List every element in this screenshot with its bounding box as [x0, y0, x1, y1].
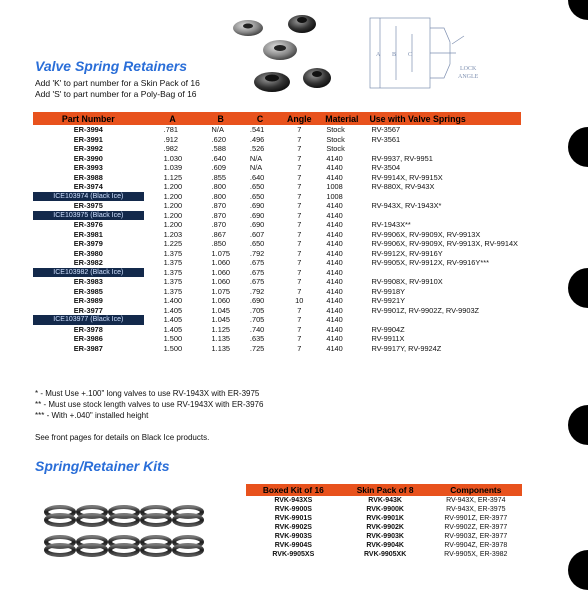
a-cell: 1.375	[163, 286, 183, 296]
part-number-cell: ER-3991	[73, 134, 103, 144]
part-number-cell: ER-3989	[73, 296, 103, 305]
angle-cell: 7	[297, 220, 302, 229]
binder-hole	[568, 0, 588, 20]
use-cell	[365, 144, 521, 154]
part-number-cell: ER-3974	[73, 182, 103, 191]
components-cell: RV-9904Z, ER-3978	[444, 542, 508, 549]
b-cell: .620	[211, 134, 226, 144]
a-cell: 1.375	[163, 267, 183, 277]
table-row	[33, 173, 521, 183]
use-cell: RV-9917Y, RV-9924Z	[371, 343, 442, 353]
table-row	[33, 220, 521, 230]
col-skin-pack: Skin Pack of 8	[341, 484, 430, 496]
b-cell: .850	[211, 239, 226, 248]
col-components: Components	[430, 484, 522, 496]
use-cell: RV-943X, RV-1943X*	[371, 201, 442, 210]
a-cell: 1.030	[163, 153, 183, 163]
use-cell: RV-9914X, RV-9915X	[371, 172, 443, 182]
b-cell: 1.060	[211, 267, 231, 277]
a-cell: 1.125	[163, 172, 183, 182]
table-row	[33, 334, 521, 344]
footnote-1: * - Must Use +.100" long valves to use RV-1943X with ER-3975	[35, 389, 260, 398]
drawing-label-c: C	[408, 52, 413, 58]
angle-cell: 10	[295, 296, 304, 305]
b-cell: 1.060	[211, 277, 231, 286]
binder-hole	[568, 127, 588, 167]
material-cell: 4140	[326, 277, 343, 286]
table-row	[33, 182, 521, 192]
a-cell: 1.500	[163, 343, 183, 353]
drawing-label-a: A	[376, 52, 381, 58]
boxed-kit-cell: RVK-9903S	[274, 533, 312, 540]
col-boxed-kit: Boxed Kit of 16	[246, 484, 341, 496]
boxed-kit-cell: RVK-9904S	[274, 542, 312, 549]
table-row	[33, 125, 521, 135]
c-cell: .705	[249, 305, 265, 315]
use-cell: RV-9937, RV-9951	[371, 153, 433, 163]
c-cell: .792	[249, 286, 265, 296]
table-row	[246, 514, 522, 523]
material-cell: 4140	[326, 201, 343, 210]
table-row	[33, 192, 521, 202]
part-number-cell: ICE103975 (Black Ice)	[33, 211, 144, 221]
use-cell: RV-9908X, RV-9910X	[371, 277, 443, 286]
skin-pack-cell: RVK-943K	[368, 497, 402, 504]
b-cell: 1.125	[211, 324, 231, 334]
a-cell: 1.200	[163, 210, 183, 220]
skin-pack-cell: RVK-9904K	[366, 542, 404, 549]
skin-pack-cell: RVK-9900K	[366, 506, 404, 513]
part-number-cell: ER-3986	[73, 334, 103, 343]
kits-table-body	[246, 496, 522, 559]
b-cell: 1.045	[211, 315, 231, 324]
part-number-cell: ICE103974 (Black Ice)	[33, 192, 144, 202]
table-row	[33, 315, 521, 325]
kits-table-header	[246, 484, 522, 496]
c-cell: .705	[249, 315, 265, 324]
part-number-cell: ICE103977 (Black Ice)	[33, 315, 144, 325]
c-cell: .675	[249, 258, 265, 267]
material-cell: 4140	[326, 334, 343, 343]
table-row	[33, 163, 521, 173]
use-cell	[365, 211, 521, 221]
b-cell: 1.060	[211, 258, 231, 267]
b-cell: 1.060	[211, 296, 231, 305]
a-cell: .912	[163, 134, 179, 144]
a-cell: 1.405	[163, 324, 183, 334]
use-cell: RV-3561	[371, 134, 401, 144]
angle-cell: 7	[297, 172, 302, 182]
use-cell: RV-9912X, RV-9916Y	[371, 248, 443, 258]
boxed-kit-cell: RVK-9900S	[274, 506, 312, 513]
table-row	[246, 523, 522, 532]
binder-hole	[568, 268, 588, 308]
springs-photo	[42, 500, 212, 570]
b-cell: .867	[211, 229, 226, 239]
footnotes	[35, 388, 263, 421]
b-cell: .609	[211, 163, 226, 172]
part-number-cell: ER-3975	[73, 201, 103, 210]
kits-title: Spring/Retainer Kits	[35, 458, 170, 474]
material-cell: 4140	[326, 343, 343, 353]
b-cell: .800	[211, 182, 226, 191]
table-row	[33, 154, 521, 164]
c-cell: .725	[249, 343, 265, 353]
material-cell: 4140	[326, 267, 343, 277]
angle-cell: 7	[297, 125, 302, 134]
a-cell: 1.375	[163, 248, 183, 258]
a-cell: 1.405	[163, 305, 183, 315]
material-cell: 4140	[326, 210, 343, 220]
part-number-cell: ER-3988	[73, 172, 103, 182]
angle-cell: 7	[297, 286, 302, 296]
skin-pack-cell: RVK-9903K	[366, 533, 404, 540]
retainer-dimension-drawing	[360, 12, 510, 94]
c-cell: .640	[249, 172, 265, 182]
use-cell	[365, 192, 521, 202]
retainers-table-body	[33, 125, 521, 353]
table-row	[246, 541, 522, 550]
use-cell	[365, 315, 521, 325]
use-cell	[365, 268, 521, 278]
b-cell: 1.135	[211, 343, 231, 353]
angle-cell: 7	[297, 277, 302, 286]
use-cell: RV-9918Y	[371, 286, 405, 296]
angle-cell: 7	[297, 210, 302, 220]
table-row	[33, 135, 521, 145]
c-cell: .541	[249, 125, 265, 134]
material-cell: 4140	[326, 305, 343, 315]
part-number-cell: ER-3994	[73, 125, 103, 134]
b-cell: .640	[211, 153, 226, 163]
part-number-cell: ER-3993	[73, 163, 103, 172]
table-row	[33, 287, 521, 297]
a-cell: 1.225	[163, 239, 183, 248]
components-cell: RV-9905X, ER-3982	[444, 551, 508, 558]
retainers-note	[35, 78, 200, 100]
boxed-kit-cell: RVK-9902S	[274, 524, 312, 531]
part-number-cell: ER-3980	[73, 248, 103, 258]
c-cell: .675	[249, 277, 265, 286]
part-number-cell: ER-3978	[73, 324, 103, 334]
c-cell: N/A	[249, 163, 263, 172]
col-b: B	[202, 112, 240, 125]
c-cell: .607	[249, 229, 265, 239]
use-cell: RV-9911X	[371, 334, 405, 343]
table-row	[33, 268, 521, 278]
table-row	[33, 201, 521, 211]
b-cell: 1.075	[211, 248, 231, 258]
material-cell: 1008	[326, 182, 343, 191]
material-cell: 4140	[326, 220, 343, 229]
retainers-title: Valve Spring Retainers	[35, 58, 187, 74]
c-cell: .496	[249, 134, 265, 144]
material-cell: Stock	[326, 144, 345, 153]
a-cell: 1.200	[163, 191, 183, 201]
b-cell: .855	[211, 172, 226, 182]
c-cell: .675	[249, 267, 265, 277]
footnote-2: ** - Must use stock length valves to use RV-1943X with ER-3976	[35, 400, 264, 409]
material-cell: 4140	[326, 296, 343, 305]
note-skin-pack: Add 'K' to part number for a Skin Pack of 16	[35, 78, 200, 88]
angle-cell: 7	[297, 334, 302, 343]
angle-cell: 7	[297, 267, 302, 277]
c-cell: .635	[249, 334, 265, 343]
a-cell: .781	[163, 125, 179, 134]
skin-pack-cell: RVK-9905XK	[363, 551, 407, 558]
angle-cell: 7	[297, 163, 302, 172]
table-row	[33, 258, 521, 268]
use-cell: RV-3504	[371, 163, 401, 172]
a-cell: 1.400	[163, 296, 183, 305]
drawing-label-angle: ANGLE	[458, 74, 479, 80]
b-cell: 1.045	[211, 305, 231, 315]
use-cell: RV-9901Z, RV-9902Z, RV-9903Z	[371, 305, 480, 315]
c-cell: .690	[249, 296, 265, 305]
use-cell: RV-880X, RV-943X	[371, 182, 435, 191]
table-row	[33, 344, 521, 354]
table-row	[33, 296, 521, 306]
part-number-cell: ER-3981	[73, 229, 103, 239]
note-poly-bag: Add 'S' to part number for a Poly-Bag of 16	[35, 89, 197, 99]
table-row	[246, 550, 522, 559]
b-cell: .800	[211, 191, 226, 201]
part-number-cell: ER-3983	[73, 277, 103, 286]
angle-cell: 7	[297, 343, 302, 353]
a-cell: 1.200	[163, 220, 183, 229]
table-row	[246, 505, 522, 514]
b-cell: .870	[211, 201, 226, 210]
part-number-cell: ER-3985	[73, 286, 103, 296]
table-row	[33, 277, 521, 287]
angle-cell: 7	[297, 201, 302, 210]
b-cell: .870	[211, 220, 226, 229]
part-number-cell: ER-3977	[73, 305, 103, 315]
use-cell: RV-3567	[371, 125, 401, 134]
col-part-number: Part Number	[33, 112, 144, 125]
boxed-kit-cell: RVK-9901S	[274, 515, 312, 522]
retainers-table-header	[33, 112, 521, 125]
black-ice-note: See front pages for details on Black Ice products.	[35, 433, 210, 442]
c-cell: .690	[249, 201, 265, 210]
retainers-table	[33, 112, 521, 353]
material-cell: Stock	[326, 125, 345, 134]
components-cell: RV-943X, ER-3975	[446, 506, 506, 513]
use-cell: RV-1943X**	[371, 220, 411, 229]
col-material: Material	[318, 112, 365, 125]
table-row	[33, 144, 521, 154]
col-angle: Angle	[280, 112, 318, 125]
drawing-label-lock: LOCK	[460, 66, 477, 72]
c-cell: .650	[249, 239, 265, 248]
col-c: C	[240, 112, 280, 125]
table-row	[246, 532, 522, 541]
c-cell: .650	[249, 182, 265, 191]
c-cell: .690	[249, 220, 265, 229]
retainers-photo	[222, 6, 342, 106]
c-cell: .650	[249, 191, 265, 201]
c-cell: .792	[249, 248, 265, 258]
part-number-cell: ER-3976	[73, 220, 103, 229]
use-cell: RV-9904Z	[371, 324, 405, 334]
angle-cell: 7	[297, 239, 302, 248]
table-row	[33, 230, 521, 240]
col-a: A	[144, 112, 202, 125]
c-cell: N/A	[249, 153, 263, 163]
part-number-cell: ER-3987	[73, 343, 103, 353]
skin-pack-cell: RVK-9901K	[366, 515, 404, 522]
part-number-cell: ER-3979	[73, 239, 103, 248]
c-cell: .526	[249, 144, 265, 153]
angle-cell: 7	[297, 315, 302, 324]
c-cell: .690	[249, 210, 265, 220]
table-row	[246, 496, 522, 505]
material-cell: 4140	[326, 258, 343, 267]
material-cell: 4140	[326, 172, 343, 182]
a-cell: 1.203	[163, 229, 183, 239]
angle-cell: 7	[297, 248, 302, 258]
components-cell: RV-943X, ER-3974	[446, 497, 506, 504]
components-cell: RV-9901Z, ER-3977	[444, 515, 508, 522]
b-cell: .870	[211, 210, 226, 220]
angle-cell: 7	[297, 305, 302, 315]
angle-cell: 7	[297, 134, 302, 144]
use-cell: RV-9906X, RV-9909X, RV-9913X, RV-9914X	[371, 239, 518, 248]
material-cell: 4140	[326, 248, 343, 258]
b-cell: N/A	[211, 125, 224, 134]
material-cell: 1008	[326, 191, 343, 201]
c-cell: .740	[249, 324, 265, 334]
table-row	[33, 325, 521, 335]
skin-pack-cell: RVK-9902K	[366, 524, 404, 531]
angle-cell: 7	[297, 191, 302, 201]
b-cell: 1.135	[211, 334, 231, 343]
material-cell: 4140	[326, 153, 343, 163]
a-cell: 1.405	[163, 315, 183, 324]
part-number-cell: ER-3982	[73, 258, 103, 267]
table-row	[33, 306, 521, 316]
a-cell: 1.039	[163, 163, 183, 172]
table-row	[33, 239, 521, 249]
col-use: Use with Valve Springs	[365, 112, 521, 125]
components-cell: RV-9902Z, ER-3977	[444, 524, 508, 531]
components-cell: RV-9903Z, ER-3977	[444, 533, 508, 540]
part-number-cell: ER-3992	[73, 144, 103, 153]
material-cell: 4140	[326, 239, 343, 248]
a-cell: 1.200	[163, 182, 183, 191]
material-cell: Stock	[326, 134, 345, 144]
part-number-cell: ER-3990	[73, 153, 103, 163]
footnote-3: *** - With +.040" installed height	[35, 411, 149, 420]
b-cell: 1.075	[211, 286, 231, 296]
binder-hole	[568, 405, 588, 445]
a-cell: 1.375	[163, 277, 183, 286]
angle-cell: 7	[297, 153, 302, 163]
use-cell: RV-9905X, RV-9912X, RV-9916Y***	[371, 258, 489, 267]
angle-cell: 7	[297, 229, 302, 239]
angle-cell: 7	[297, 144, 302, 153]
use-cell: RV-9906X, RV-9909X, RV-9913X	[371, 229, 481, 239]
table-row	[33, 211, 521, 221]
angle-cell: 7	[297, 182, 302, 191]
boxed-kit-cell: RVK-943XS	[274, 497, 313, 504]
binder-hole	[568, 550, 588, 590]
b-cell: .588	[211, 144, 226, 153]
a-cell: .982	[163, 144, 179, 153]
material-cell: 4140	[326, 163, 343, 172]
material-cell: 4140	[326, 286, 343, 296]
material-cell: 4140	[326, 315, 343, 324]
angle-cell: 7	[297, 324, 302, 334]
angle-cell: 7	[297, 258, 302, 267]
material-cell: 4140	[326, 229, 343, 239]
a-cell: 1.500	[163, 334, 183, 343]
kits-table	[246, 484, 522, 559]
a-cell: 1.375	[163, 258, 183, 267]
part-number-cell: ICE103982 (Black Ice)	[33, 268, 144, 278]
use-cell: RV-9921Y	[371, 296, 405, 305]
a-cell: 1.200	[163, 201, 183, 210]
drawing-label-b: B	[392, 52, 397, 58]
table-row	[33, 249, 521, 259]
boxed-kit-cell: RVK-9905XS	[272, 551, 315, 558]
material-cell: 4140	[326, 324, 343, 334]
